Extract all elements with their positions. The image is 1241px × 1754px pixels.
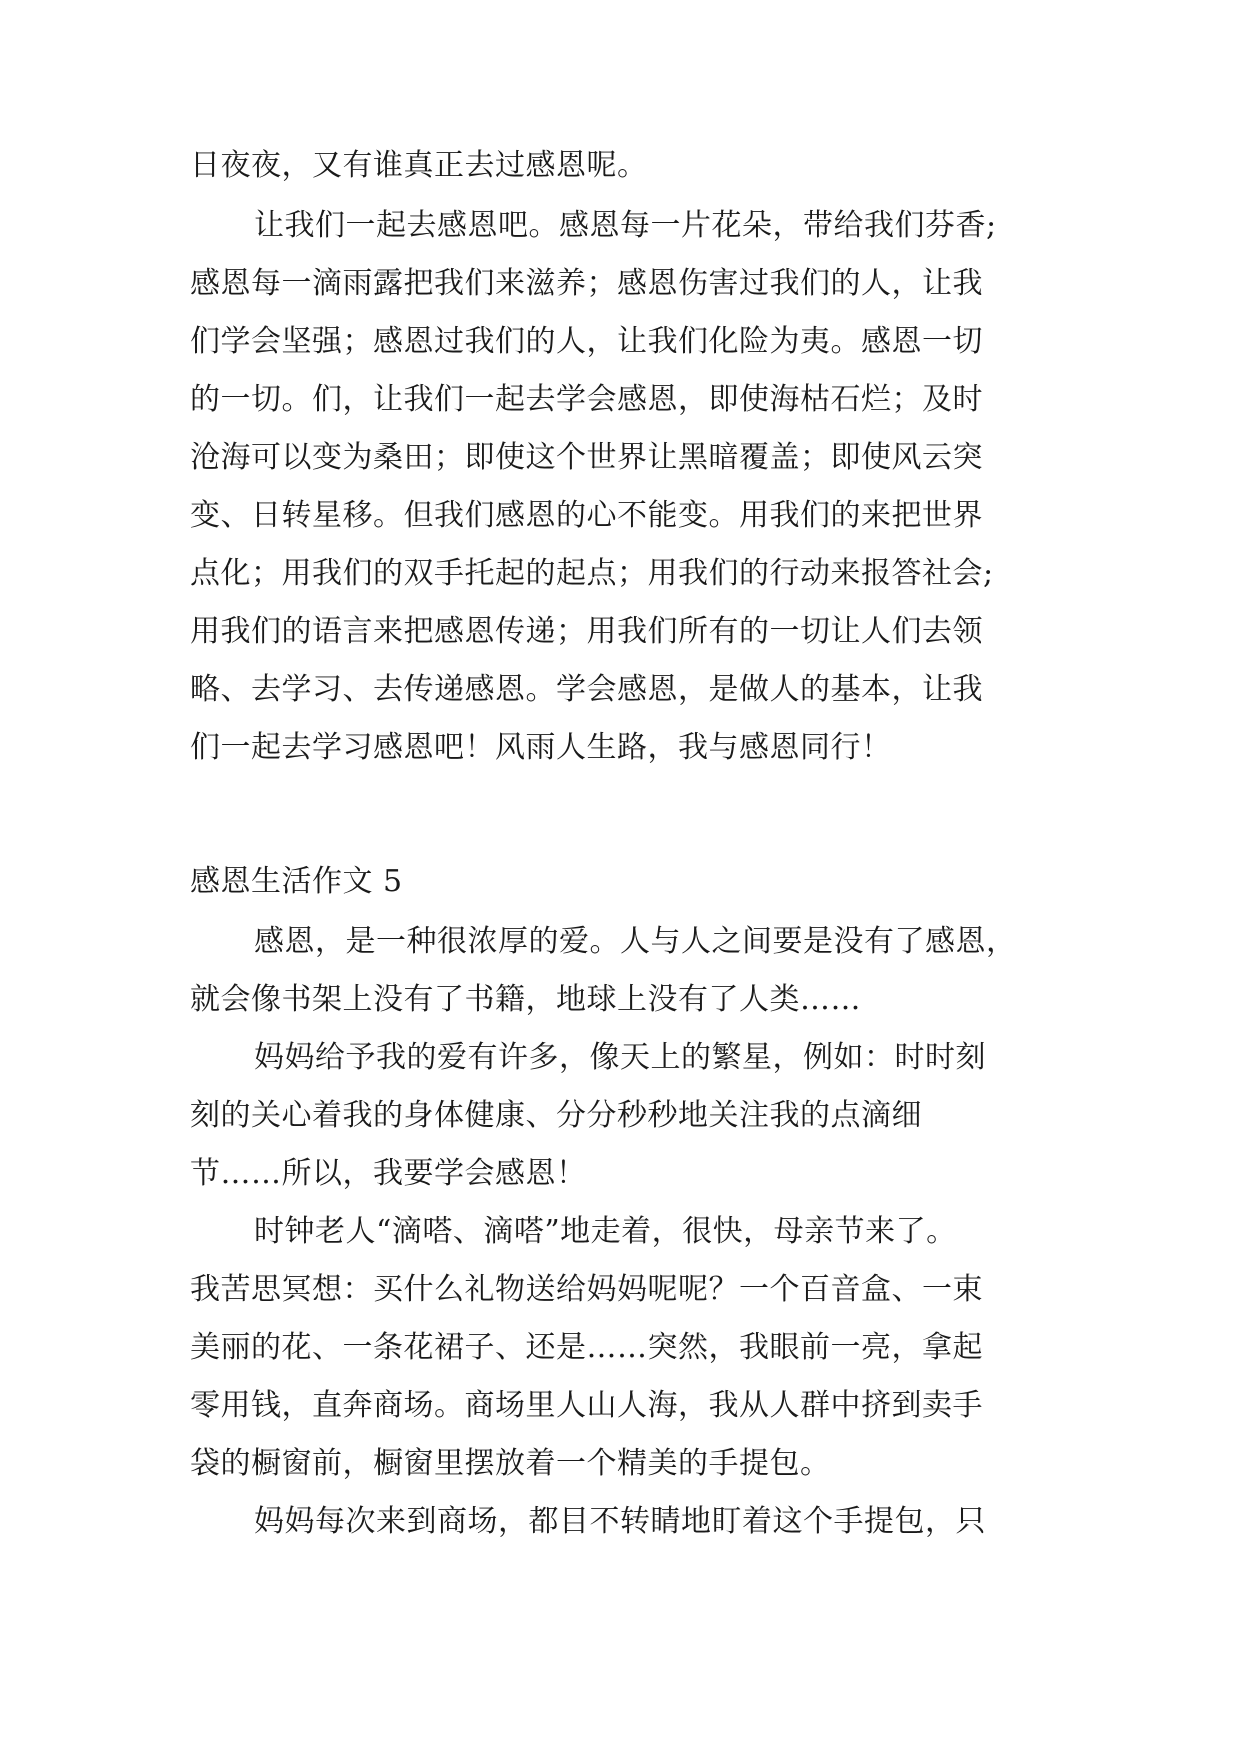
text-line: 我苦思冥想：买什么礼物送给妈妈呢呢？一个百音盒、一束 — [190, 1272, 983, 1307]
text-line: 的一切。们，让我们一起去学会感恩，即使海枯石烂；及时 — [190, 382, 983, 417]
text-line: 美丽的花、一条花裙子、还是……突然，我眼前一亮，拿起 — [190, 1330, 983, 1365]
text-line: 刻的关心着我的身体健康、分分秒秒地关注我的点滴细 — [190, 1098, 922, 1133]
text-line: 们学会坚强；感恩过我们的人，让我们化险为夷。感恩一切 — [190, 324, 983, 359]
paragraph-first-line: 让我们一起去感恩吧。感恩每一片花朵，带给我们芬香; — [254, 208, 997, 243]
text-line: 袋的橱窗前，橱窗里摆放着一个精美的手提包。 — [190, 1446, 831, 1481]
text-line: 日夜夜，又有谁真正去过感恩呢。 — [190, 148, 648, 183]
text-line: 节……所以，我要学会感恩！ — [190, 1156, 587, 1191]
paragraph-first-line: 感恩，是一种很浓厚的爱。人与人之间要是没有了感恩， — [254, 924, 1017, 959]
paragraph-first-line: 妈妈每次来到商场，都目不转睛地盯着这个手提包，只 — [254, 1504, 986, 1539]
text-line: 点化；用我们的双手托起的起点；用我们的行动来报答社会; — [190, 556, 994, 591]
text-line: 用我们的语言来把感恩传递；用我们所有的一切让人们去领 — [190, 614, 983, 649]
text-line: 感恩每一滴雨露把我们来滋养；感恩伤害过我们的人，让我 — [190, 266, 983, 301]
text-line: 变、日转星移。但我们感恩的心不能变。用我们的来把世界 — [190, 498, 983, 533]
paragraph-first-line: 妈妈给予我的爱有许多，像天上的繁星，例如：时时刻 — [254, 1040, 986, 1075]
text-line: 略、去学习、去传递感恩。学会感恩，是做人的基本，让我 — [190, 672, 983, 707]
text-line: 零用钱，直奔商场。商场里人山人海，我从人群中挤到卖手 — [190, 1388, 983, 1423]
section-heading: 感恩生活作文 5 — [190, 864, 403, 899]
text-line: 沧海可以变为桑田；即使这个世界让黑暗覆盖；即使风云突 — [190, 440, 983, 475]
text-line: 们一起去学习感恩吧！风雨人生路，我与感恩同行！ — [190, 730, 892, 765]
text-line: 就会像书架上没有了书籍，地球上没有了人类…… — [190, 982, 861, 1017]
paragraph-first-line: 时钟老人“滴嗒、滴嗒”地走着，很快，母亲节来了。 — [254, 1214, 957, 1249]
